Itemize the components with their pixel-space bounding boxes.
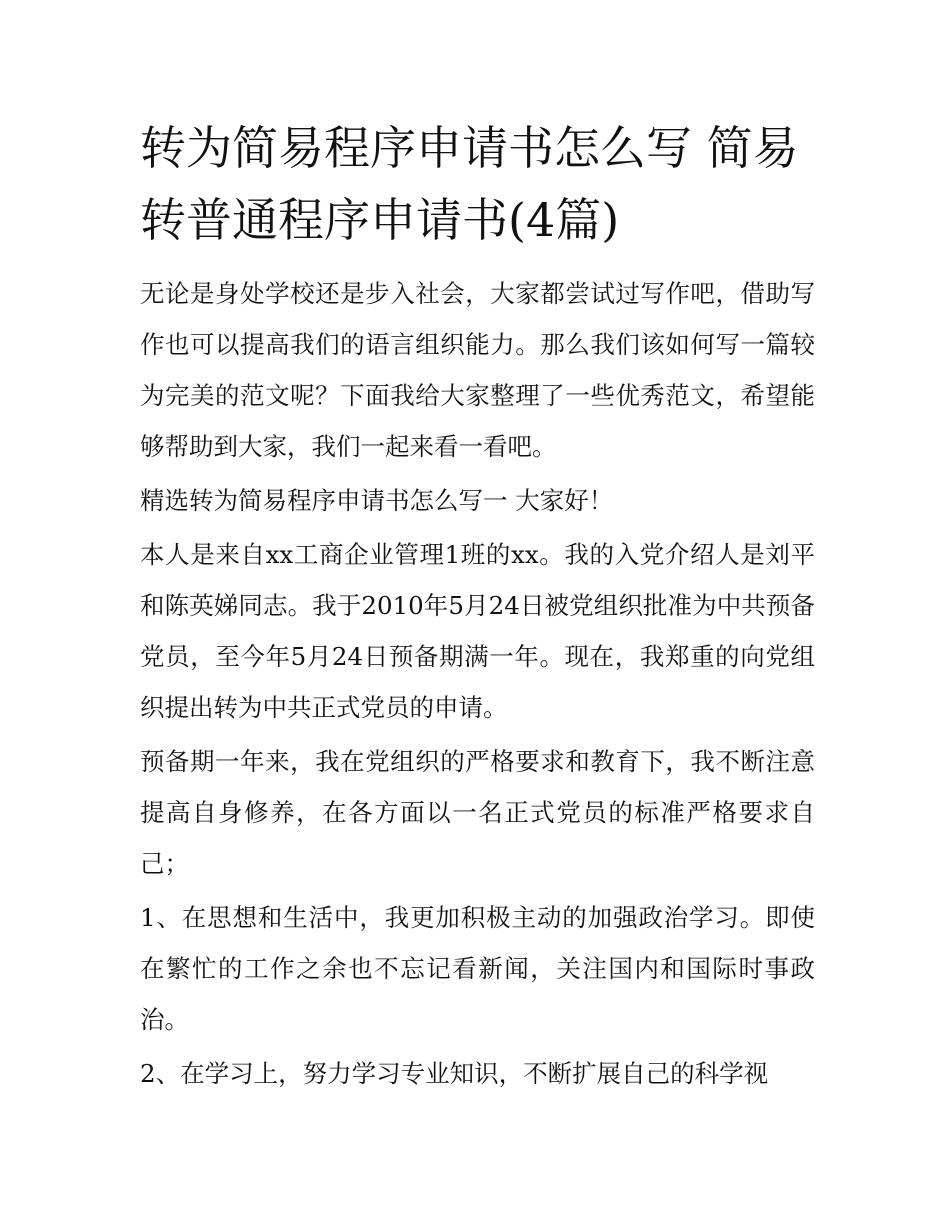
paragraph-probation-summary: 预备期一年来，我在党组织的严格要求和教育下，我不断注意提高自身修养，在各方面以一名正式党员的标准严格要求自己；: [140, 747, 815, 878]
paragraph-self-introduction: 本人是来自xx工商企业管理1班的xx。我的入党介绍人是刘平和陈英娣同志。我于2010年5月24日被党组织批准为中共预备党员，至今年5月24日预备期满一年。现在，我郑重的向党组织提出转为中共正式党员的申请。: [140, 540, 815, 722]
document-title: 转为简易程序申请书怎么写 简易转普通程序申请书(4篇): [140, 121, 799, 247]
document-content: [140, 112, 815, 1102]
paragraph-greeting: 精选转为简易程序申请书怎么写一 大家好！: [140, 486, 614, 515]
paragraph-point-1: 1、在思想和生活中，我更加积极主动的加强政治学习。即使在繁忙的工作之余也不忘记看新闻，关注国内和国际时事政治。: [140, 903, 815, 1034]
paragraph-intro: 无论是身处学校还是步入社会，大家都尝试过写作吧，借助写作也可以提高我们的语言组织能力。那么我们该如何写一篇较为完美的范文呢？下面我给大家整理了一些优秀范文，希望能够帮助到大家，我们一起来看一看吧。: [140, 279, 815, 461]
paragraph-point-2: 2、在学习上，努力学习专业知识，不断扩展自己的科学视: [140, 1059, 769, 1088]
